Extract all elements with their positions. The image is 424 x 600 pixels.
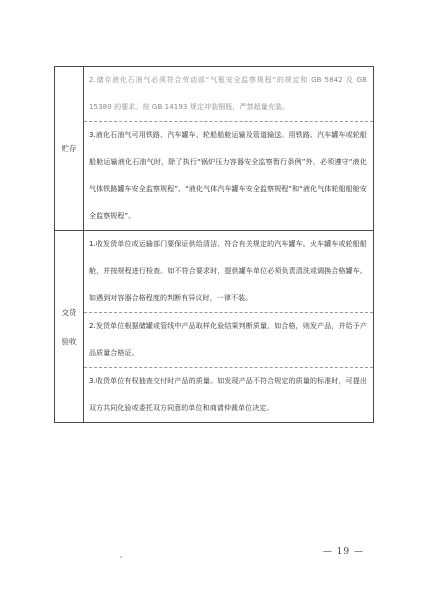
acceptance-paragraph-1: 1.收发货单位或运输部门要保证供给清洁、符合有关规定的汽车罐车。火车罐车或轮船船舱，并按规程进行检查。如不符合要求时，提供罐车单位必须负责清洗或调换合格罐车。如遇到对容器合格程度的判断有异议时，一律不装。 [89,240,367,302]
acceptance-label-line2: 验收 [61,336,77,346]
acceptance-label-cell [55,231,84,423]
acceptance-paragraph-3: 3.收货单位有权抽查交付时产品的质量。如发现产品不符合规定的质量的标准时，可提出双方共同化验或委托双方同意的单位和商请仲裁单位决定。 [84,367,373,422]
storage-paragraph-2: 2.储存液化石油气必须符合劳动部“气瓶安全监察规程”的规定和 GB 5842 及 GB 15380 的要求。按 GB 14193 规定冲装钢瓶，严禁超量充装。 [89,76,367,111]
storage-row [55,67,374,231]
acceptance-paragraph-2: 2.发货单位根据储罐或管线中产品取样化验结果判断质量，如合格，则发产品，并给予产品质量合格证。 [84,312,373,367]
scan-speck [120,556,122,558]
storage-label: 贮存 [61,144,77,153]
storage-content-cell [84,67,374,231]
acceptance-content-cell [84,231,374,423]
regulation-table [54,66,374,423]
page-number: — 19 — [322,547,364,557]
storage-label-cell [55,67,84,231]
storage-paragraph-3: 3.液化石油气可用铁路、汽车罐车、轮船船舱运输及管道输送。用铁路、汽车罐车或轮船船舱运输液化石油气时，除了执行“锅炉压力容器安全监察暂行条例”外，必须遵守“液化气体铁路罐车安全监察规程”、“液化气体汽车罐车安全监察规程”和“液化气体轮船船舱安全监察规程”。 [84,121,373,230]
acceptance-row [55,231,374,423]
acceptance-label-line1: 交货 [61,307,77,317]
